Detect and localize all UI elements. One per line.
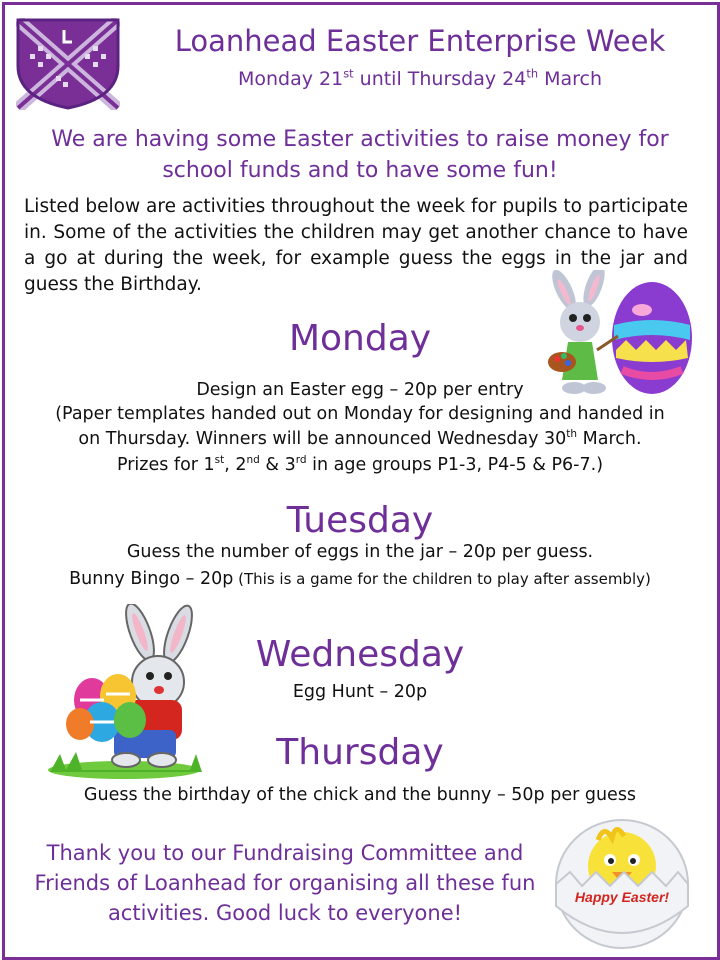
chick-badge-text: Happy Easter! (574, 889, 670, 905)
wednesday-activity: Egg Hunt – 20p (292, 682, 428, 702)
wednesday-heading: Wednesday (255, 634, 465, 675)
thank-you-message: Thank you to our Fundraising Committee and Friends of Loanhead for organising all these fun activities. Good luck to everyone! (34, 841, 536, 925)
monday-details-line: on Thursday. Winners will be announced Wednesday 30th March. (78, 428, 642, 449)
intro-text: We are having some Easter activities to raise money for school funds and to have some fun! (51, 127, 669, 183)
monday-details-line: (Paper templates handed out on Monday for designing and handed in (55, 404, 665, 424)
event-dates: Monday 21st until Thursday 24th March (237, 66, 603, 90)
tuesday-activity: Bunny Bingo – 20p (This is a game for the children to play after assembly) (69, 569, 651, 589)
monday-heading: Monday (288, 318, 432, 359)
monday-activity: Design an Easter egg – 20p per entry (196, 380, 524, 400)
activities-intro-paragraph: Listed below are activities throughout the week for pupils to participate in. Some of the activities the children may get another chance to have a go at during the week, for example guess the eggs in the jar and guess the Birthday. (24, 196, 688, 295)
tuesday-activity: Guess the number of eggs in the jar – 20p per guess. (126, 542, 594, 562)
page-title: Loanhead Easter Enterprise Week (174, 24, 666, 58)
tuesday-heading: Tuesday (286, 500, 434, 541)
thursday-activity: Guess the birthday of the chick and the bunny – 50p per guess (83, 785, 637, 805)
monday-prizes-line: Prizes for 1st, 2nd & 3rd in age groups P1-3, P4-5 & P6-7.) (116, 454, 604, 475)
thursday-heading: Thursday (276, 732, 444, 773)
easter-chick-icon (552, 810, 692, 950)
school-crest-icon (16, 18, 120, 110)
